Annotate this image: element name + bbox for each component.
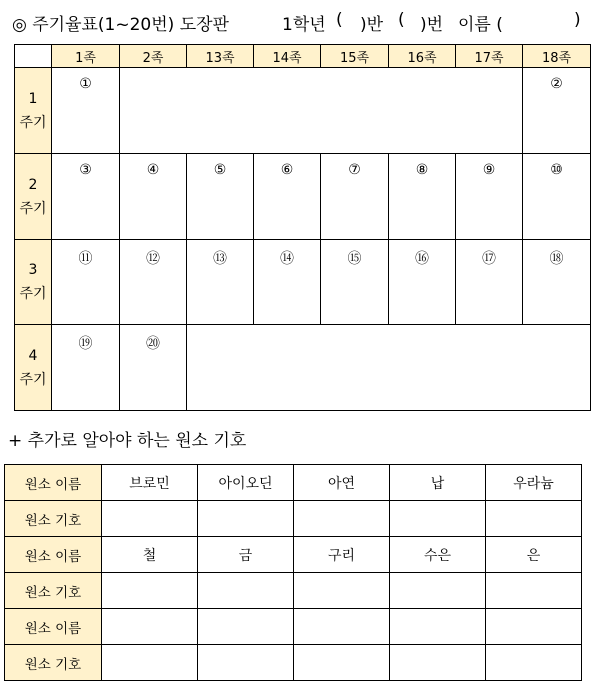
grade-label: 1학년 <box>282 15 326 35</box>
group-header-2: 2족 <box>120 45 187 68</box>
symbol-blank[interactable] <box>198 501 294 537</box>
row-label-name: 원소 이름 <box>5 537 102 573</box>
name-blank[interactable] <box>102 609 198 645</box>
name-close: ) <box>574 10 581 30</box>
symbol-blank[interactable] <box>198 573 294 609</box>
empty-gap <box>120 68 523 154</box>
element-cell-1[interactable]: ① <box>52 68 120 154</box>
symbol-blank[interactable] <box>390 501 486 537</box>
group-header-14: 14족 <box>254 45 321 68</box>
symbol-blank[interactable] <box>294 573 390 609</box>
symbol-blank[interactable] <box>486 645 582 681</box>
element-cell-8[interactable]: ⑧ <box>389 154 456 240</box>
period-text: 주기 <box>19 286 47 302</box>
page-title: ◎ 주기율표(1~20번) 도장판 <box>12 15 229 35</box>
number-label: )번 <box>420 15 444 35</box>
name-blank[interactable] <box>294 609 390 645</box>
corner-cell <box>15 45 52 68</box>
element-cell-20[interactable]: ⑳ <box>120 325 187 411</box>
period-text: 주기 <box>19 371 47 388</box>
period-label-4 <box>15 325 52 411</box>
element-name: 수은 <box>390 537 486 573</box>
symbol-blank[interactable] <box>390 645 486 681</box>
group-header-17: 17족 <box>456 45 523 68</box>
element-name: 구리 <box>294 537 390 573</box>
name-label: 이름 ( <box>458 15 503 35</box>
row-label-symbol: 원소 기호 <box>5 645 102 681</box>
element-cell-15[interactable]: ⑮ <box>321 240 389 325</box>
element-cell-13[interactable]: ⑬ <box>187 240 254 325</box>
element-cell-11[interactable]: ⑪ <box>52 240 120 325</box>
symbol-blank[interactable] <box>102 501 198 537</box>
element-name: 브로민 <box>102 465 198 501</box>
period-number: 2 <box>28 176 38 193</box>
element-cell-18[interactable]: ⑱ <box>523 240 591 325</box>
group-header-15: 15족 <box>321 45 389 68</box>
period-number: 3 <box>28 262 38 278</box>
element-cell-3[interactable]: ③ <box>52 154 120 240</box>
element-name: 우라늄 <box>486 465 582 501</box>
worksheet-header <box>12 8 587 36</box>
element-name: 은 <box>486 537 582 573</box>
period-text: 주기 <box>19 114 47 131</box>
section-title: + 추가로 알아야 하는 원소 기호 <box>8 431 247 451</box>
class-open: ( <box>336 10 343 30</box>
number-open: ( <box>398 10 405 30</box>
symbol-blank[interactable] <box>294 501 390 537</box>
symbol-blank[interactable] <box>198 645 294 681</box>
row-label-symbol: 원소 기호 <box>5 501 102 537</box>
period-label-3 <box>15 240 52 325</box>
class-label: )반 <box>360 15 384 35</box>
element-cell-2[interactable]: ② <box>523 68 591 154</box>
group-header-13: 13족 <box>187 45 254 68</box>
row-label-symbol: 원소 기호 <box>5 573 102 609</box>
period-number: 1 <box>28 90 38 107</box>
element-cell-17[interactable]: ⑰ <box>456 240 523 325</box>
name-blank[interactable] <box>198 609 294 645</box>
name-blank[interactable] <box>486 609 582 645</box>
period-label-1 <box>15 68 52 154</box>
period-number: 4 <box>28 347 38 364</box>
period-text: 주기 <box>19 200 47 217</box>
symbol-blank[interactable] <box>294 645 390 681</box>
element-name: 아연 <box>294 465 390 501</box>
element-cell-5[interactable]: ⑤ <box>187 154 254 240</box>
element-cell-9[interactable]: ⑨ <box>456 154 523 240</box>
element-name: 납 <box>390 465 486 501</box>
element-name: 금 <box>198 537 294 573</box>
element-cell-10[interactable]: ⑩ <box>523 154 591 240</box>
group-header-18: 18족 <box>523 45 591 68</box>
period-label-2 <box>15 154 52 240</box>
element-symbol-table <box>4 464 582 681</box>
element-cell-7[interactable]: ⑦ <box>321 154 389 240</box>
element-name: 아이오딘 <box>198 465 294 501</box>
symbol-blank[interactable] <box>102 645 198 681</box>
element-cell-16[interactable]: ⑯ <box>389 240 456 325</box>
group-header-16: 16족 <box>389 45 456 68</box>
row-label-name: 원소 이름 <box>5 465 102 501</box>
row-label-name: 원소 이름 <box>5 609 102 645</box>
element-name: 철 <box>102 537 198 573</box>
element-cell-14[interactable]: ⑭ <box>254 240 321 325</box>
element-cell-4[interactable]: ④ <box>120 154 187 240</box>
symbol-blank[interactable] <box>486 501 582 537</box>
symbol-blank[interactable] <box>390 573 486 609</box>
group-header-1: 1족 <box>52 45 120 68</box>
empty-gap <box>187 325 591 411</box>
symbol-blank[interactable] <box>486 573 582 609</box>
symbol-blank[interactable] <box>102 573 198 609</box>
element-cell-12[interactable]: ⑫ <box>120 240 187 325</box>
element-cell-6[interactable]: ⑥ <box>254 154 321 240</box>
name-blank[interactable] <box>390 609 486 645</box>
element-cell-19[interactable]: ⑲ <box>52 325 120 411</box>
periodic-table-grid <box>14 44 591 411</box>
